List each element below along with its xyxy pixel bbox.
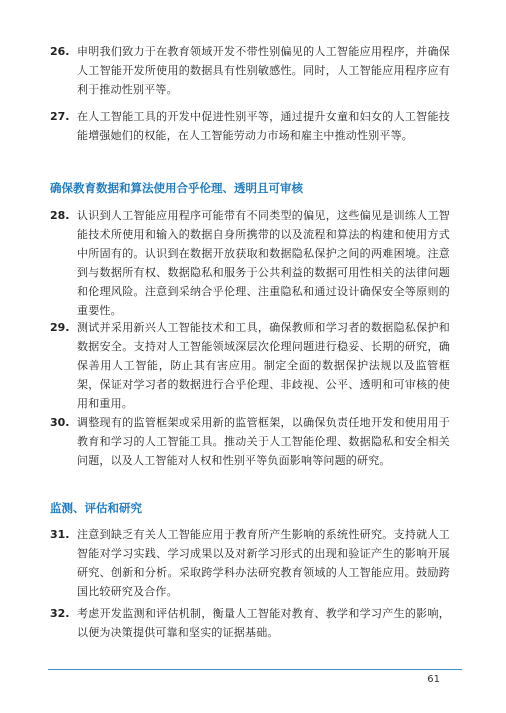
page-number: 61 [427,674,440,685]
item-text: 申明我们致力于在教育领域开发不带性别偏见的人工智能应用程序，并确保人工智能开发所使用的数据具有性别敏感性。同时，人工智能应用程序应有利于推动性别平等。 [77,45,450,96]
footer-divider [48,669,462,670]
section-heading-monitoring: 监测、评估和研究 [50,501,142,515]
item-number: 28. [50,209,70,222]
item-text: 考虑开发监测和评估机制，衡量人工智能对教育、教学和学习产生的影响，以便为决策提供可靠和坚实的证据基础。 [77,607,450,639]
item-number: 32. [50,607,70,620]
item-number: 31. [50,528,70,541]
item-text: 注意到缺乏有关人工智能应用于教育所产生影响的系统性研究。支持就人工智能对学习实践、学习成果以及对新学习形式的出现和验证产生的影响开展研究、创新和分析。采取跨学科办法研究教育领域的人工智能应用。鼓励跨国比较研究及合作。 [77,528,450,598]
item-text: 在人工智能工具的开发中促进性别平等，通过提升女童和妇女的人工智能技能增强她们的权能，在人工智能劳动力市场和雇主中推动性别平等。 [77,110,450,142]
item-text: 测试并采用新兴人工智能技术和工具，确保教师和学习者的数据隐私保护和数据安全。支持对人工智能领域深层次伦理问题进行稳妥、长期的研究，确保善用人工智能，防止其有害应用。制定全面的数据保护法规以及监管框架，保证对学习者的数据进行合乎伦理、非歧视、公平、透明和可审核的使用和重用。 [77,321,450,410]
item-number: 29. [50,321,70,334]
item-text: 调整现有的监管框架或采用新的监管框架，以确保负责任地开发和使用用于教育和学习的人工智能工具。推动关于人工智能伦理、数据隐私和安全相关问题，以及人工智能对人权和性别平等负面影响等问题的研究。 [77,416,450,467]
item-number: 27. [50,110,70,123]
paragraph-31 [50,525,450,601]
paragraph-26 [50,42,450,99]
item-text: 认识到人工智能应用程序可能带有不同类型的偏见，这些偏见是训练人工智能技术所使用和输入的数据自身所携带的以及流程和算法的构建和使用方式中所固有的。认识到在数据开放获取和数据隐私保护之间的两难困境。注意到与数据所有权、数据隐私和服务于公共利益的数据可用性相关的法律问题和伦理风险。注意到采纳合乎伦理、注重隐私和通过设计确保安全等原则的重要性。 [77,209,450,317]
paragraph-28 [50,206,450,320]
paragraph-27 [50,107,450,145]
paragraph-29 [50,318,450,413]
paragraph-30 [50,413,450,470]
item-number: 26. [50,45,70,58]
paragraph-32 [50,604,450,642]
item-number: 30. [50,416,70,429]
section-heading-ethics: 确保教育数据和算法使用合乎伦理、透明且可审核 [50,181,303,195]
